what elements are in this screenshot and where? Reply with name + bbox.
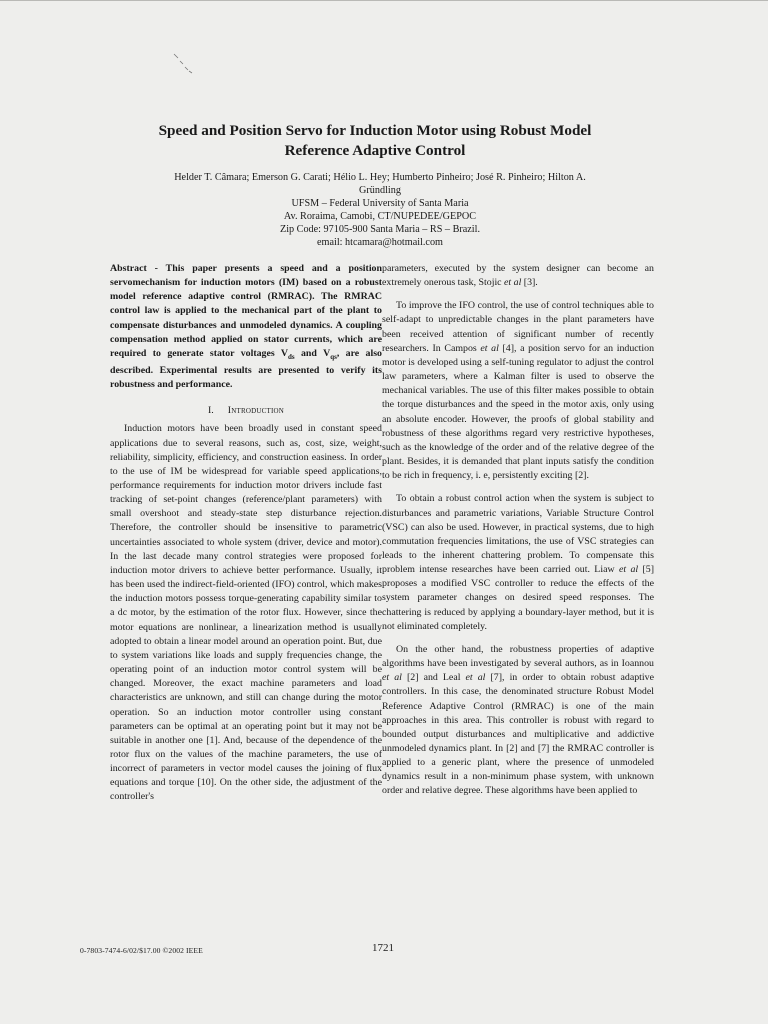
intro-paragraph: Induction motors have been broadly used in constant speed applications due to several reasons, such as, cost, size, weight, reliability, simplicity, efficiency, and construction easiness. In order to the use of IM be widespread for variable speed applications, performance requirements for induction motor drivers include fast tracking of set-point changes (reference/plant parameters) with small overshoot and steady-state step disturbance rejection. Therefore, the controller should be insensitive to parametric uncertainties associated to whole system (driver, device and motor). In the last decade many control strategies were proposed for induction motor drivers to achieve better performance. Usually, it has been used the indirect-field-oriented (IFO) control, which makes the induction motors possess torque-generating capability similar to a dc motor, by the estimation of the rotor flux. However, since the motor equations are nonlinear, a linearization method is usually adopted to obtain a linear model around an operation point. But, due to system variations like loads and supply frequencies change, the operating point of an induction motor control system will be changed. Moreover, the exact machine parameters and load characteristics are unknown, and still can change during the motor operation. So an induction motor controller using constant parameters can be optimal at an operating point but it may not be suitable in another one [1]. And, because of the dependence of the rotor flux on the values of the machine parameters, the use of incorrect of parameters in vector model causes the joining of flux equations and torque [10]. On the other side, the adjustment of the controller's [110,423,382,803]
section-heading-introduction [110,404,382,418]
p2-text-b: [4], a position servo for an induction motor is developed using a self-tuning regulator to adjust the control law parameters, where a Kalman filter is used to observe the mechanical variables. The use of this filter makes possible to obtain the torque disturbances and the speed in the motor axis, only using an absolute encoder. However, the proofs of global stability and robustness of these algorithms regard very restrictive hypotheses, such as the knowledge of the order and of the relative degree of the plant. Besides, it is demanded that plant inputs satisfy the condition to be rich in frequency, i. e, persistently exciting [2]. [382,342,655,482]
authors-line-2: Gründling [359,185,401,196]
section-number: I. [207,405,214,417]
title-line-1: Speed and Position Servo for Induction Motor using Robust Model [158,122,592,139]
right-column [382,262,654,799]
page-number: 1721 [372,942,394,954]
abstract-label: Abstract [110,263,147,274]
author-email: email: htcamara@hotmail.com [317,237,443,248]
address-line-1: Av. Roraima, Camobi, CT/NUPEDEE/GEPOC [283,211,477,222]
authors-line-1: Helder T. Câmara; Emerson G. Carati; Hélio L. Hey; Humberto Pinheiro; José R. Pinheiro; Hilton A. [174,172,586,183]
right-paragraph-3 [382,492,654,634]
abstract-text-2: and V [294,347,331,359]
p2-et-al: et al [480,342,499,354]
p4-text-b: [2] and Leal [401,672,466,684]
abstract-subscript-ds: ds [288,352,295,361]
abstract-text-1: - This paper presents a speed and a position servomechanism for induction motors (IM) based on a robust model reference adaptive control (RMRAC). The RMRAC control law is applied to the mechanical part of the plant to compensate disturbances and unmodeled dynamics. A coupling compensation method applied on stator currents, which are required to generate stator voltages V [110,263,382,359]
author-block [130,171,630,249]
title-line-2: Reference Adaptive Control [284,142,466,159]
copyright-identifier: 0-7803-7474-6/02/$17.00 ©2002 IEEE [80,946,203,955]
paper-title [100,121,650,161]
p4-text-c: [7], in order to obtain robust adaptive controllers. In this case, the denominated structure Robust Model Reference Adaptive Control (RMRAC) is one of the main approaches in this area. This controller is robust with regard to bounded output disturbances and multiplicative and addictive unmodeled dynamics plant. In [2] and [7] the RMRAC controller is applied to a generic plant, where the presence of unmodeled dynamics result in a non-minimum phase system, with unknown order and relative degree. These algorithms have been applied to [382,672,654,797]
right-paragraph-2 [382,299,654,483]
p1-text-a: parameters, executed by the system designer can become an extremely onerous task, Stojic [382,263,654,289]
p4-et-al-1: et al [382,672,402,684]
abstract-subscript-qs: qs [330,352,337,361]
p4-text-a: On the other hand, the robustness properties of adaptive algorithms have been investigated by several authors, as in Ioannou [382,643,654,670]
p3-et-al: et al [618,564,639,576]
p1-et-al: et al [504,277,522,289]
section-title: Introduction [227,405,284,417]
p3-text-b: [5] proposes a modified VSC controller to reduce the effects of the system parameter changes on desired speed responses. The chattering is reduced by applying a boundary-layer method, but it is not eliminated completely. [382,564,655,632]
left-column [110,262,382,805]
p3-text-a: To obtain a robust control action when the system is subject to disturbances and parametric variations, Variable Structure Control (VSC) can also be used. However, in practical systems, due to high commutation frequencies limitations, the use of VSC strategies can leads to the inherent chattering problem. To compensate this problem intense researches have been carried out. Liaw [382,493,654,576]
address-line-2: Zip Code: 97105-900 Santa Maria – RS – Brazil. [279,224,481,235]
abstract [110,262,382,392]
p1-text-b: [3]. [521,277,538,289]
scan-speck [172,52,194,74]
abstract-text-3: , are also described. Experimental results are presented to verify its robustness and performance. [110,347,382,391]
p2-text-a: To improve the IFO control, the use of control techniques able to self-adapt to unpredictable changes in the plant parameters have been received attention of significant number of recently researchers. In Campos [382,300,654,354]
right-paragraph-1 [382,262,654,290]
p4-et-al-2: et al [465,672,486,684]
scan-top-edge [0,0,768,1]
affiliation: UFSM – Federal University of Santa Maria [291,198,469,209]
right-paragraph-4 [382,643,654,799]
